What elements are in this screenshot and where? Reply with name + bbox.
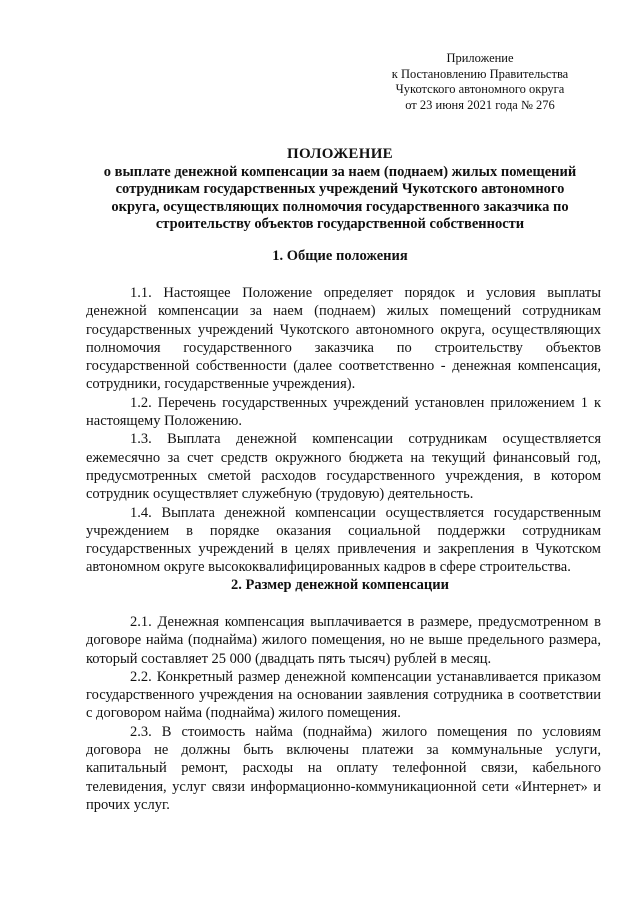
- appendix-line-4: от 23 июня 2021 года № 276: [405, 97, 555, 112]
- title-main: ПОЛОЖЕНИЕ: [287, 146, 393, 162]
- paragraph-1-2: 1.2. Перечень государственных учреждений установлен приложением 1 к настоящему Положению.: [86, 394, 601, 430]
- appendix-line-2: к Постановлению Правительства: [391, 66, 569, 81]
- section-2-heading: 2. Размер денежной компенсации: [231, 577, 449, 593]
- section-1-heading: 1. Общие положения: [272, 248, 408, 264]
- section-2-body: [86, 613, 601, 814]
- document-title: [80, 146, 600, 234]
- paragraph-2-1: 2.1. Денежная компенсация выплачивается в размере, предусмотренном в договоре найма (поднайма) жилого помещения, но не выше предельного размера, который составляет 25 000 (двадцать пять тысяч) рублей в месяц.: [86, 614, 601, 667]
- appendix-line-1: Приложение: [446, 51, 514, 65]
- section-1-body: [86, 284, 601, 577]
- paragraph-1-3: 1.3. Выплата денежной компенсации сотрудникам осуществляется ежемесячно за счет средств окружного бюджета на текущий финансовый год, предусмотренных сметой расходов государственного учреждения, в котором сотрудник осуществляет служебную (трудовую) деятельность.: [86, 431, 601, 503]
- title-line-3: округа, осуществляющих полномочия государственного заказчика по: [111, 198, 569, 215]
- title-line-1: о выплате денежной компенсации за наем (поднаем) жилых помещений: [103, 163, 577, 180]
- paragraph-2-2: 2.2. Конкретный размер денежной компенсации устанавливается приказом государственного учреждения на основании заявления сотрудника в соответствии с договором найма (поднайма) жилого помещения.: [86, 668, 601, 722]
- paragraph-1-4: 1.4. Выплата денежной компенсации осуществляется государственным учреждением в порядке оказания социальной поддержки сотрудникам государственных учреждений в целях привлечения и закрепления в Чукотском автономном округе высококвалифицированных кадров в сфере строительства.: [86, 504, 601, 576]
- paragraph-1-1: 1.1. Настоящее Положение определяет порядок и условия выплаты денежной компенсации за наем (поднаем) жилых помещений сотрудникам государственных учреждений Чукотского автономного округа, осуществляющих полномочия государственного заказчика по строительству объектов государственной собственности (далее соответственно - денежная компенсация, сотрудники, государственные учреждения).: [86, 285, 601, 393]
- title-line-4: строительству объектов государственной собственности: [155, 216, 525, 232]
- paragraph-2-3: 2.3. В стоимость найма (поднайма) жилого помещения по условиям договора не должны быть включены платежи за коммунальные услуги, капитальный ремонт, расходы на оплату телефонной связи, кабельного телевидения, услуг связи информационно-коммуникационной сети «Интернет» и прочих услуг.: [86, 723, 601, 813]
- appendix-reference: [360, 51, 600, 113]
- title-line-2: сотрудникам государственных учреждений Чукотского автономного: [115, 181, 565, 197]
- appendix-line-3: Чукотского автономного округа: [395, 82, 565, 96]
